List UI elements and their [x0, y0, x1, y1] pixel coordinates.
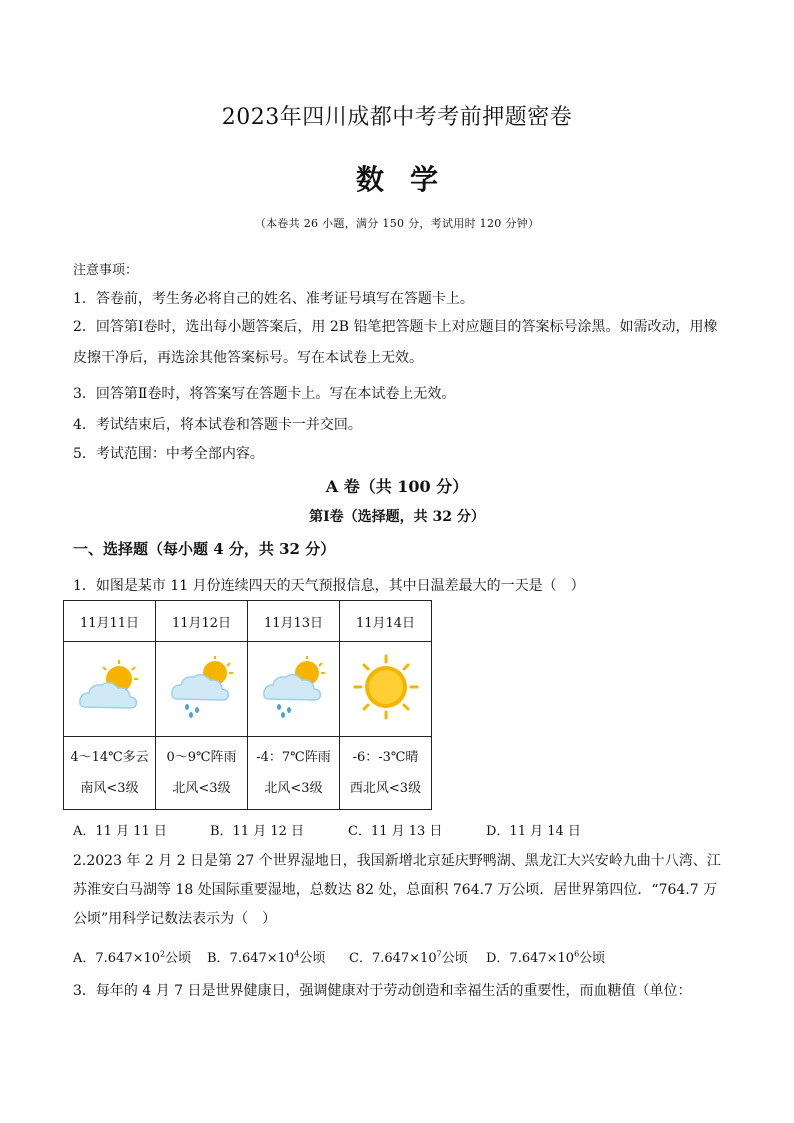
weather-wind: 西北风<3级	[349, 781, 422, 796]
option-text: C．7.647×10	[349, 951, 437, 966]
option-exponent: 2	[160, 949, 166, 959]
note-item-2: 2．回答第Ⅰ卷时，选出每小题答案后，用 2B 铅笔把答题卡上对应题目的答案标号涂黑。如需改动，用橡皮擦干净后，再选涂其他答案标号。写在本试卷上无效。	[73, 319, 718, 366]
weather-info-cell	[248, 737, 340, 810]
weather-icon-cell	[340, 642, 432, 737]
weather-wind: 北风<3级	[172, 781, 231, 796]
option-exponent: 7	[436, 949, 442, 959]
question-3-stem: 3．每年的 4 月 7 日是世界健康日，强调健康对于劳动创造和幸福生活的重要性，而血糖值（单位：	[73, 983, 692, 999]
option-unit: 公顷	[441, 951, 468, 966]
q2-option-c[interactable]	[349, 947, 468, 966]
note-item-3: 3．回答第Ⅱ卷时，将答案写在答题卡上。写在本试卷上无效。	[73, 386, 456, 402]
q1-option-d[interactable]: D．11 月 14 日	[486, 824, 581, 839]
note-item-4: 4．考试结束后，将本试卷和答题卡一并交回。	[73, 417, 362, 433]
notes-heading: 注意事项：	[73, 263, 139, 278]
weather-date: 11月14日	[340, 601, 432, 642]
weather-temp: 4～14℃多云	[70, 750, 149, 765]
weather-date: 11月13日	[248, 601, 340, 642]
weather-table	[63, 600, 432, 810]
q2-option-b[interactable]	[207, 947, 325, 966]
section-a-heading: A 卷（共 100 分）	[325, 477, 469, 496]
paper-info: （本卷共 26 小题，满分 150 分，考试用时 120 分钟）	[254, 217, 540, 230]
page-title: 2023年四川成都中考考前押题密卷	[221, 105, 573, 130]
choice-section-heading: 一、选择题（每小题 4 分，共 32 分）	[73, 540, 336, 558]
note-item-1: 1．答卷前，考生务必将自己的姓名、准考证号填写在答题卡上。	[73, 291, 474, 307]
option-exponent: 4	[294, 949, 300, 959]
weather-temp: 0～9℃阵雨	[166, 750, 237, 765]
q1-option-a[interactable]: A．11 月 11 日	[73, 824, 167, 839]
weather-temp: -6：-3℃晴	[352, 750, 419, 765]
q1-option-c[interactable]: C．11 月 13 日	[348, 824, 443, 839]
q1-option-b[interactable]: B．11 月 12 日	[210, 824, 305, 839]
option-text: A．7.647×10	[73, 951, 161, 966]
option-text: B．7.647×10	[207, 951, 295, 966]
part-1-heading: 第Ⅰ卷（选择题，共 32 分）	[309, 509, 485, 525]
question-2-stem: 2.2023 年 2 月 2 日是第 27 个世界湿地日，我国新增北京延庆野鸭湖、黑龙江大兴安岭九曲十八湾、江苏淮安白马湖等 18 处国际重要湿地，总数达 82 处，总面积 764.7 万公顷．居世界第四位．“764.7 万公顷”用科学记数法表示为（ ）	[73, 853, 721, 927]
question-1-stem: 1．如图是某市 11 月份连续四天的天气预报信息，其中日温差最大的一天是（ ）	[73, 578, 585, 594]
option-text: D．7.647×10	[486, 951, 575, 966]
sun-icon	[351, 654, 421, 720]
q2-option-d[interactable]	[486, 947, 605, 966]
cloudy-sun-icon	[75, 657, 145, 717]
weather-info-cell	[340, 737, 432, 810]
option-exponent: 6	[574, 949, 580, 959]
weather-icon-cell	[248, 642, 340, 737]
weather-wind: 北风<3级	[264, 781, 323, 796]
weather-icon-cell	[156, 642, 248, 737]
option-unit: 公顷	[579, 951, 606, 966]
weather-date: 11月11日	[64, 601, 156, 642]
rain-sun-icon	[167, 655, 237, 719]
subject-title: 数学	[355, 163, 464, 196]
q2-option-a[interactable]	[73, 947, 191, 966]
option-unit: 公顷	[165, 951, 192, 966]
option-unit: 公顷	[299, 951, 326, 966]
weather-date: 11月12日	[156, 601, 248, 642]
weather-info-cell	[64, 737, 156, 810]
note-item-5: 5．考试范围：中考全部内容。	[73, 446, 264, 462]
weather-info-cell	[156, 737, 248, 810]
weather-temp: -4：7℃阵雨	[256, 750, 331, 765]
weather-wind: 南风<3级	[80, 781, 139, 796]
rain-sun-icon	[259, 655, 329, 719]
weather-icon-cell	[64, 642, 156, 737]
